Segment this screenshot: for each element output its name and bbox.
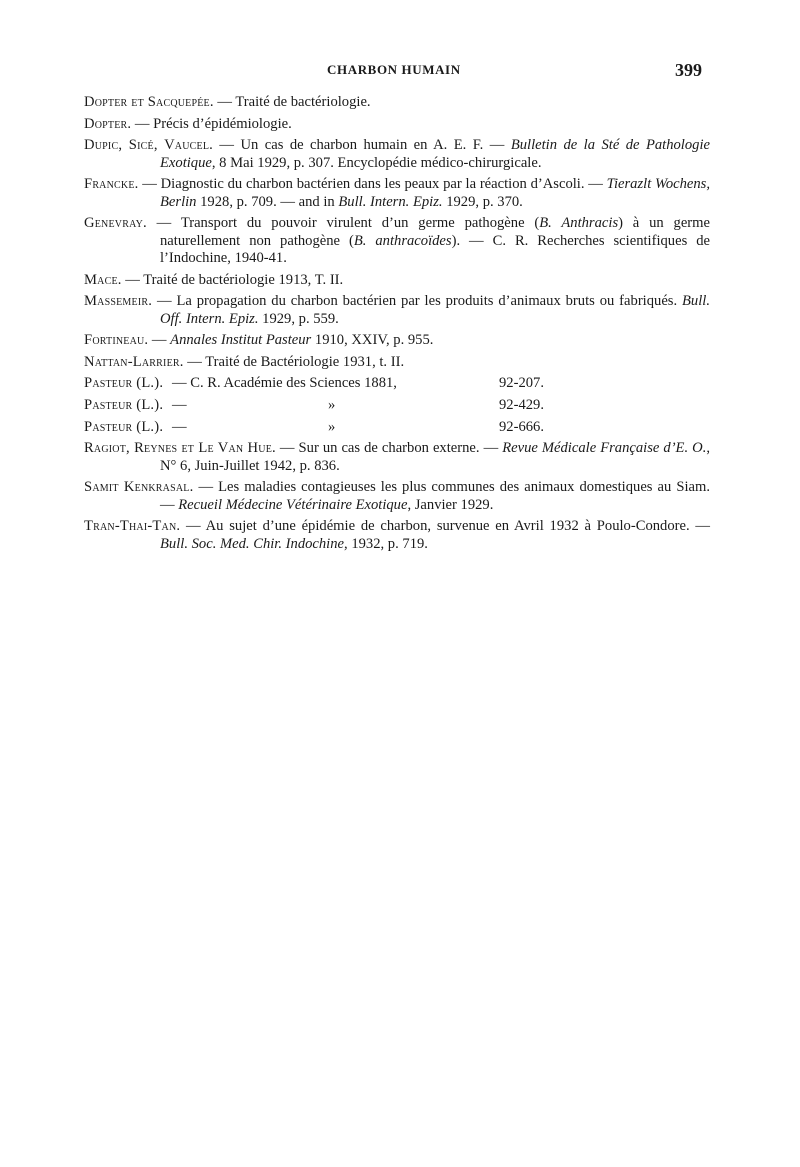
entry-reference: 92-666. xyxy=(499,418,544,435)
entry-text: — C. R. Académie des Sciences 1881, xyxy=(172,375,397,392)
entry-journal: Bull. Intern. Epiz. xyxy=(338,193,443,210)
entry-journal: Recueil Médecine Vétérinaire Exotique xyxy=(178,496,408,513)
entry-text: — Sur un cas de charbon externe. — xyxy=(275,440,503,457)
bibliography-entry xyxy=(84,176,710,211)
entry-text: — Traité de Bactériologie 1931, t. II. xyxy=(183,353,405,370)
entry-text: 1929, p. 370. xyxy=(442,193,523,210)
entry-journal: Revue Médicale Française d’E. O. xyxy=(502,440,707,457)
bibliography-entry xyxy=(84,137,710,172)
entry-text: — Les maladies contagieuses les plus communes des animaux domestiques au Siam. — xyxy=(160,479,710,513)
entry-text: — Traité de bactériologie 1913, T. II. xyxy=(121,271,344,288)
entry-reference: 92-207. xyxy=(499,375,544,392)
entry-author: Samit Kenkrasal. xyxy=(84,479,194,496)
bibliography-entry xyxy=(84,518,710,553)
entry-author: Pasteur (L.). xyxy=(84,418,164,435)
entry-text: , Janvier 1929. xyxy=(407,496,494,513)
bibliography-entry xyxy=(84,215,710,267)
entry-author: Pasteur (L.). xyxy=(84,375,164,392)
entry-text: — xyxy=(172,396,187,413)
entry-journal: Tierazlt Wochens, Berlin xyxy=(160,176,711,210)
entry-text: ). — C. R. Recherches scientifiques de l’Indochine, 1940-41. xyxy=(160,232,710,266)
entry-reference: 92-429. xyxy=(499,396,544,413)
entry-journal: Annales Institut Pasteur xyxy=(170,332,312,349)
ditto-mark: » xyxy=(328,396,336,413)
bibliography-entry xyxy=(84,354,710,371)
entry-author: Dopter et Sacquepée. xyxy=(84,94,214,110)
entry-author: Dopter. xyxy=(84,115,132,132)
bibliography-entry xyxy=(84,94,710,111)
bibliography-list xyxy=(84,94,710,557)
running-head xyxy=(0,60,800,82)
entry-text: — Diagnostic du charbon bactérien dans les peaux par la réaction d’Ascoli. — xyxy=(138,176,607,193)
entry-journal: Bulletin de la Sté de Pathologie Exotique xyxy=(160,137,710,171)
bibliography-entry-pasteur xyxy=(84,375,710,392)
entry-text: , 8 Mai 1929, p. 307. Encyclopédie médico-chirurgicale. xyxy=(211,154,542,171)
entry-author: Tran-Thai-Tan. xyxy=(84,518,181,535)
bibliography-entry xyxy=(84,116,710,133)
bibliography-entry xyxy=(84,293,710,328)
entry-author: Ragiot, Reynes et Le Van Hue. xyxy=(84,440,276,457)
entry-text: 1929, p. 559. xyxy=(258,310,339,327)
entry-text: — Au sujet d’une épidémie de charbon, survenue en Avril 1932 à Poulo-Condore. — xyxy=(180,518,710,535)
entry-text: 1910, XXIV, p. 955. xyxy=(311,332,434,349)
entry-species: B. anthracoïdes xyxy=(353,232,452,249)
bibliography-entry-pasteur xyxy=(84,397,710,414)
bibliography-entry-pasteur xyxy=(84,419,710,436)
entry-author: Dupic, Sicé, Vaucel. xyxy=(84,137,213,154)
bibliography-entry xyxy=(84,332,710,349)
running-title: CHARBON HUMAIN xyxy=(327,62,461,77)
entry-text: — xyxy=(148,332,171,349)
page-number: 399 xyxy=(675,60,702,80)
entry-text: , 1932, p. 719. xyxy=(344,535,428,552)
entry-text: — Précis d’épidémiologie. xyxy=(131,115,292,132)
entry-author: Mace. xyxy=(84,271,122,288)
bibliography-entry xyxy=(84,479,710,514)
entry-author: Francke. xyxy=(84,176,139,193)
entry-text: — Transport du pouvoir virulent d’un germe pathogène ( xyxy=(146,215,540,232)
entry-text: — xyxy=(172,418,187,435)
entry-text: ) à un germe naturellement non pathogène ( xyxy=(160,215,710,249)
bibliography-entry xyxy=(84,440,710,475)
entry-text: — Un cas de charbon humain en A. E. F. — xyxy=(212,137,511,154)
entry-journal: Bull. Off. Intern. Epiz. xyxy=(160,293,710,327)
ditto-mark: » xyxy=(328,418,336,435)
entry-author: Genevray. xyxy=(84,215,147,232)
entry-author: Pasteur (L.). xyxy=(84,396,164,413)
entry-journal: Bull. Soc. Med. Chir. Indochine xyxy=(160,535,345,552)
entry-author: Massemeir. xyxy=(84,293,153,310)
entry-text: , N° 6, Juin-Juillet 1942, p. 836. xyxy=(160,440,710,474)
entry-species: B. Anthracis xyxy=(539,215,619,232)
entry-author: Fortineau. xyxy=(84,332,149,349)
bibliography-entry xyxy=(84,272,710,289)
entry-text: 1928, p. 709. — and in xyxy=(196,193,339,210)
entry-text: — Traité de bactériologie. xyxy=(213,94,371,110)
entry-author: Nattan-Larrier. xyxy=(84,353,184,370)
entry-text: — La propagation du charbon bactérien par les produits d’animaux bruts ou fabriqués. xyxy=(152,293,683,310)
